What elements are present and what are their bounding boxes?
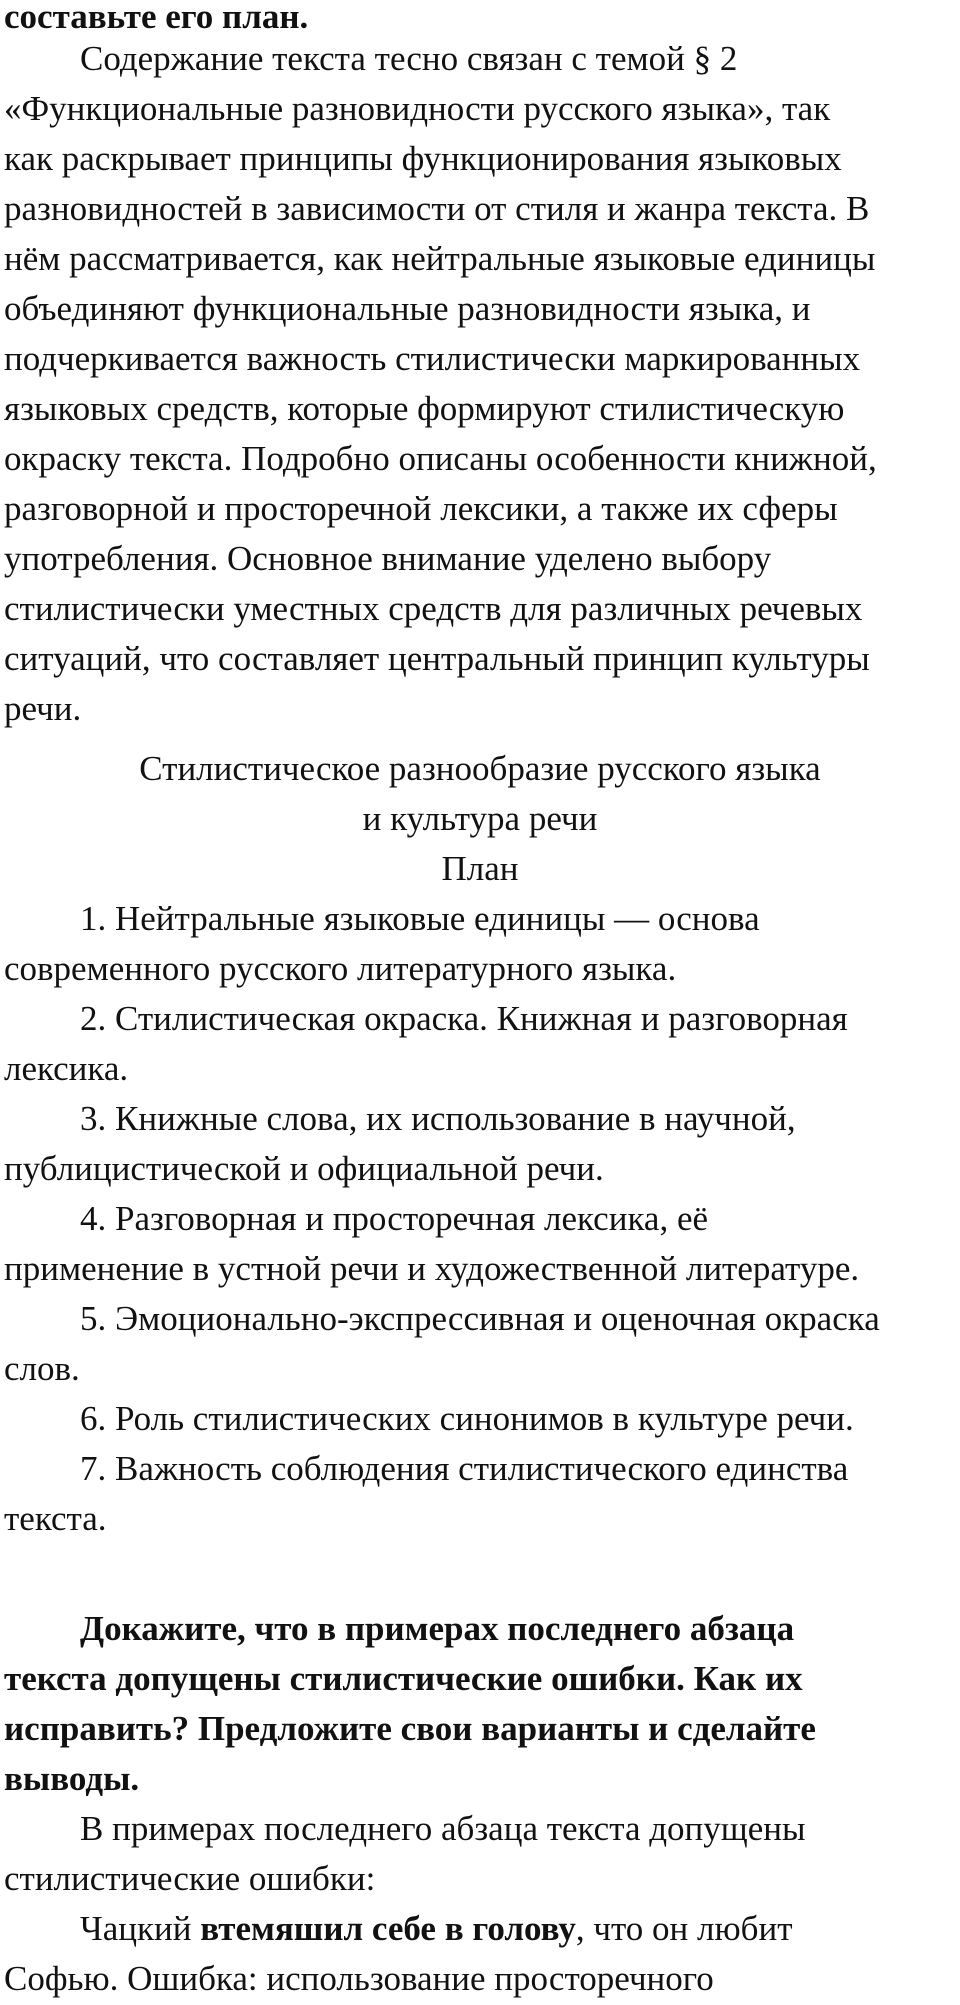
summary-line: подчеркивается важность стилистически маркированных: [4, 339, 861, 378]
plan-item: слов.: [4, 1349, 80, 1388]
plan-item: лексика.: [4, 1049, 129, 1088]
plan-heading: План: [441, 849, 519, 888]
example-line: [80, 1904, 793, 1954]
summary-line: окраску текста. Подробно описаны особенности книжной,: [4, 439, 877, 478]
plan-item: современного русского литературного языка.: [4, 949, 677, 988]
plan-item: применение в устной речи и художественной литературе.: [4, 1249, 860, 1288]
summary-line: как раскрывает принципы функционирования языковых: [4, 139, 842, 178]
plan-item: 5. Эмоционально-экспрессивная и оценочная окраска: [80, 1299, 880, 1338]
plan-title: и культура речи: [362, 799, 598, 838]
plan-item: 7. Важность соблюдения стилистического единства: [80, 1449, 849, 1488]
plan-item: текста.: [4, 1499, 107, 1538]
answer-line: В примерах последнего абзаца текста допущены: [80, 1809, 806, 1848]
example-text: , что он любит: [575, 1909, 793, 1948]
task-question: текста допущены стилистические ошибки. Как их: [4, 1659, 803, 1698]
summary-line: речи.: [4, 689, 82, 728]
plan-item: 4. Разговорная и просторечная лексика, её: [80, 1199, 709, 1238]
plan-item: 6. Роль стилистических синонимов в культуре речи.: [80, 1399, 854, 1438]
plan-item: 2. Стилистическая окраска. Книжная и разговорная: [80, 999, 848, 1038]
summary-line: употребления. Основное внимание уделено выбору: [4, 539, 772, 578]
example-text: Чацкий: [80, 1909, 201, 1948]
plan-title: Стилистическое разнообразие русского языка: [139, 749, 821, 788]
summary-line: нём рассматривается, как нейтральные языковые единицы: [4, 239, 876, 278]
summary-line: стилистически уместных средств для различных речевых: [4, 589, 863, 628]
answer-line: стилистические ошибки:: [4, 1859, 376, 1898]
summary-line: языковых средств, которые формируют стилистическую: [4, 389, 845, 428]
plan-item: публицистической и официальной речи.: [4, 1149, 604, 1188]
plan-item: 3. Книжные слова, их использование в научной,: [80, 1099, 796, 1138]
summary-line: Содержание текста тесно связан с темой § 2: [80, 39, 738, 78]
task-question: Докажите, что в примерах последнего абзаца: [80, 1609, 795, 1648]
answer-line: Софью. Ошибка: использование просторечного: [4, 1959, 714, 1998]
summary-line: разговорной и просторечной лексики, а также их сферы: [4, 489, 838, 528]
example-emphasis: втемяшил себе в голову: [200, 1909, 576, 1948]
task-question: исправить? Предложите свои варианты и сделайте: [4, 1709, 816, 1748]
plan-item: 1. Нейтральные языковые единицы — основа: [80, 899, 760, 938]
summary-line: ситуаций, что составляет центральный принцип культуры: [4, 639, 870, 678]
top-heading: составьте его план.: [4, 0, 309, 36]
summary-line: разновидностей в зависимости от стиля и жанра текста. В: [4, 189, 870, 228]
summary-line: «Функциональные разновидности русского языка», так: [4, 89, 831, 128]
summary-line: объединяют функциональные разновидности языка, и: [4, 289, 811, 328]
task-question: выводы.: [4, 1759, 140, 1798]
